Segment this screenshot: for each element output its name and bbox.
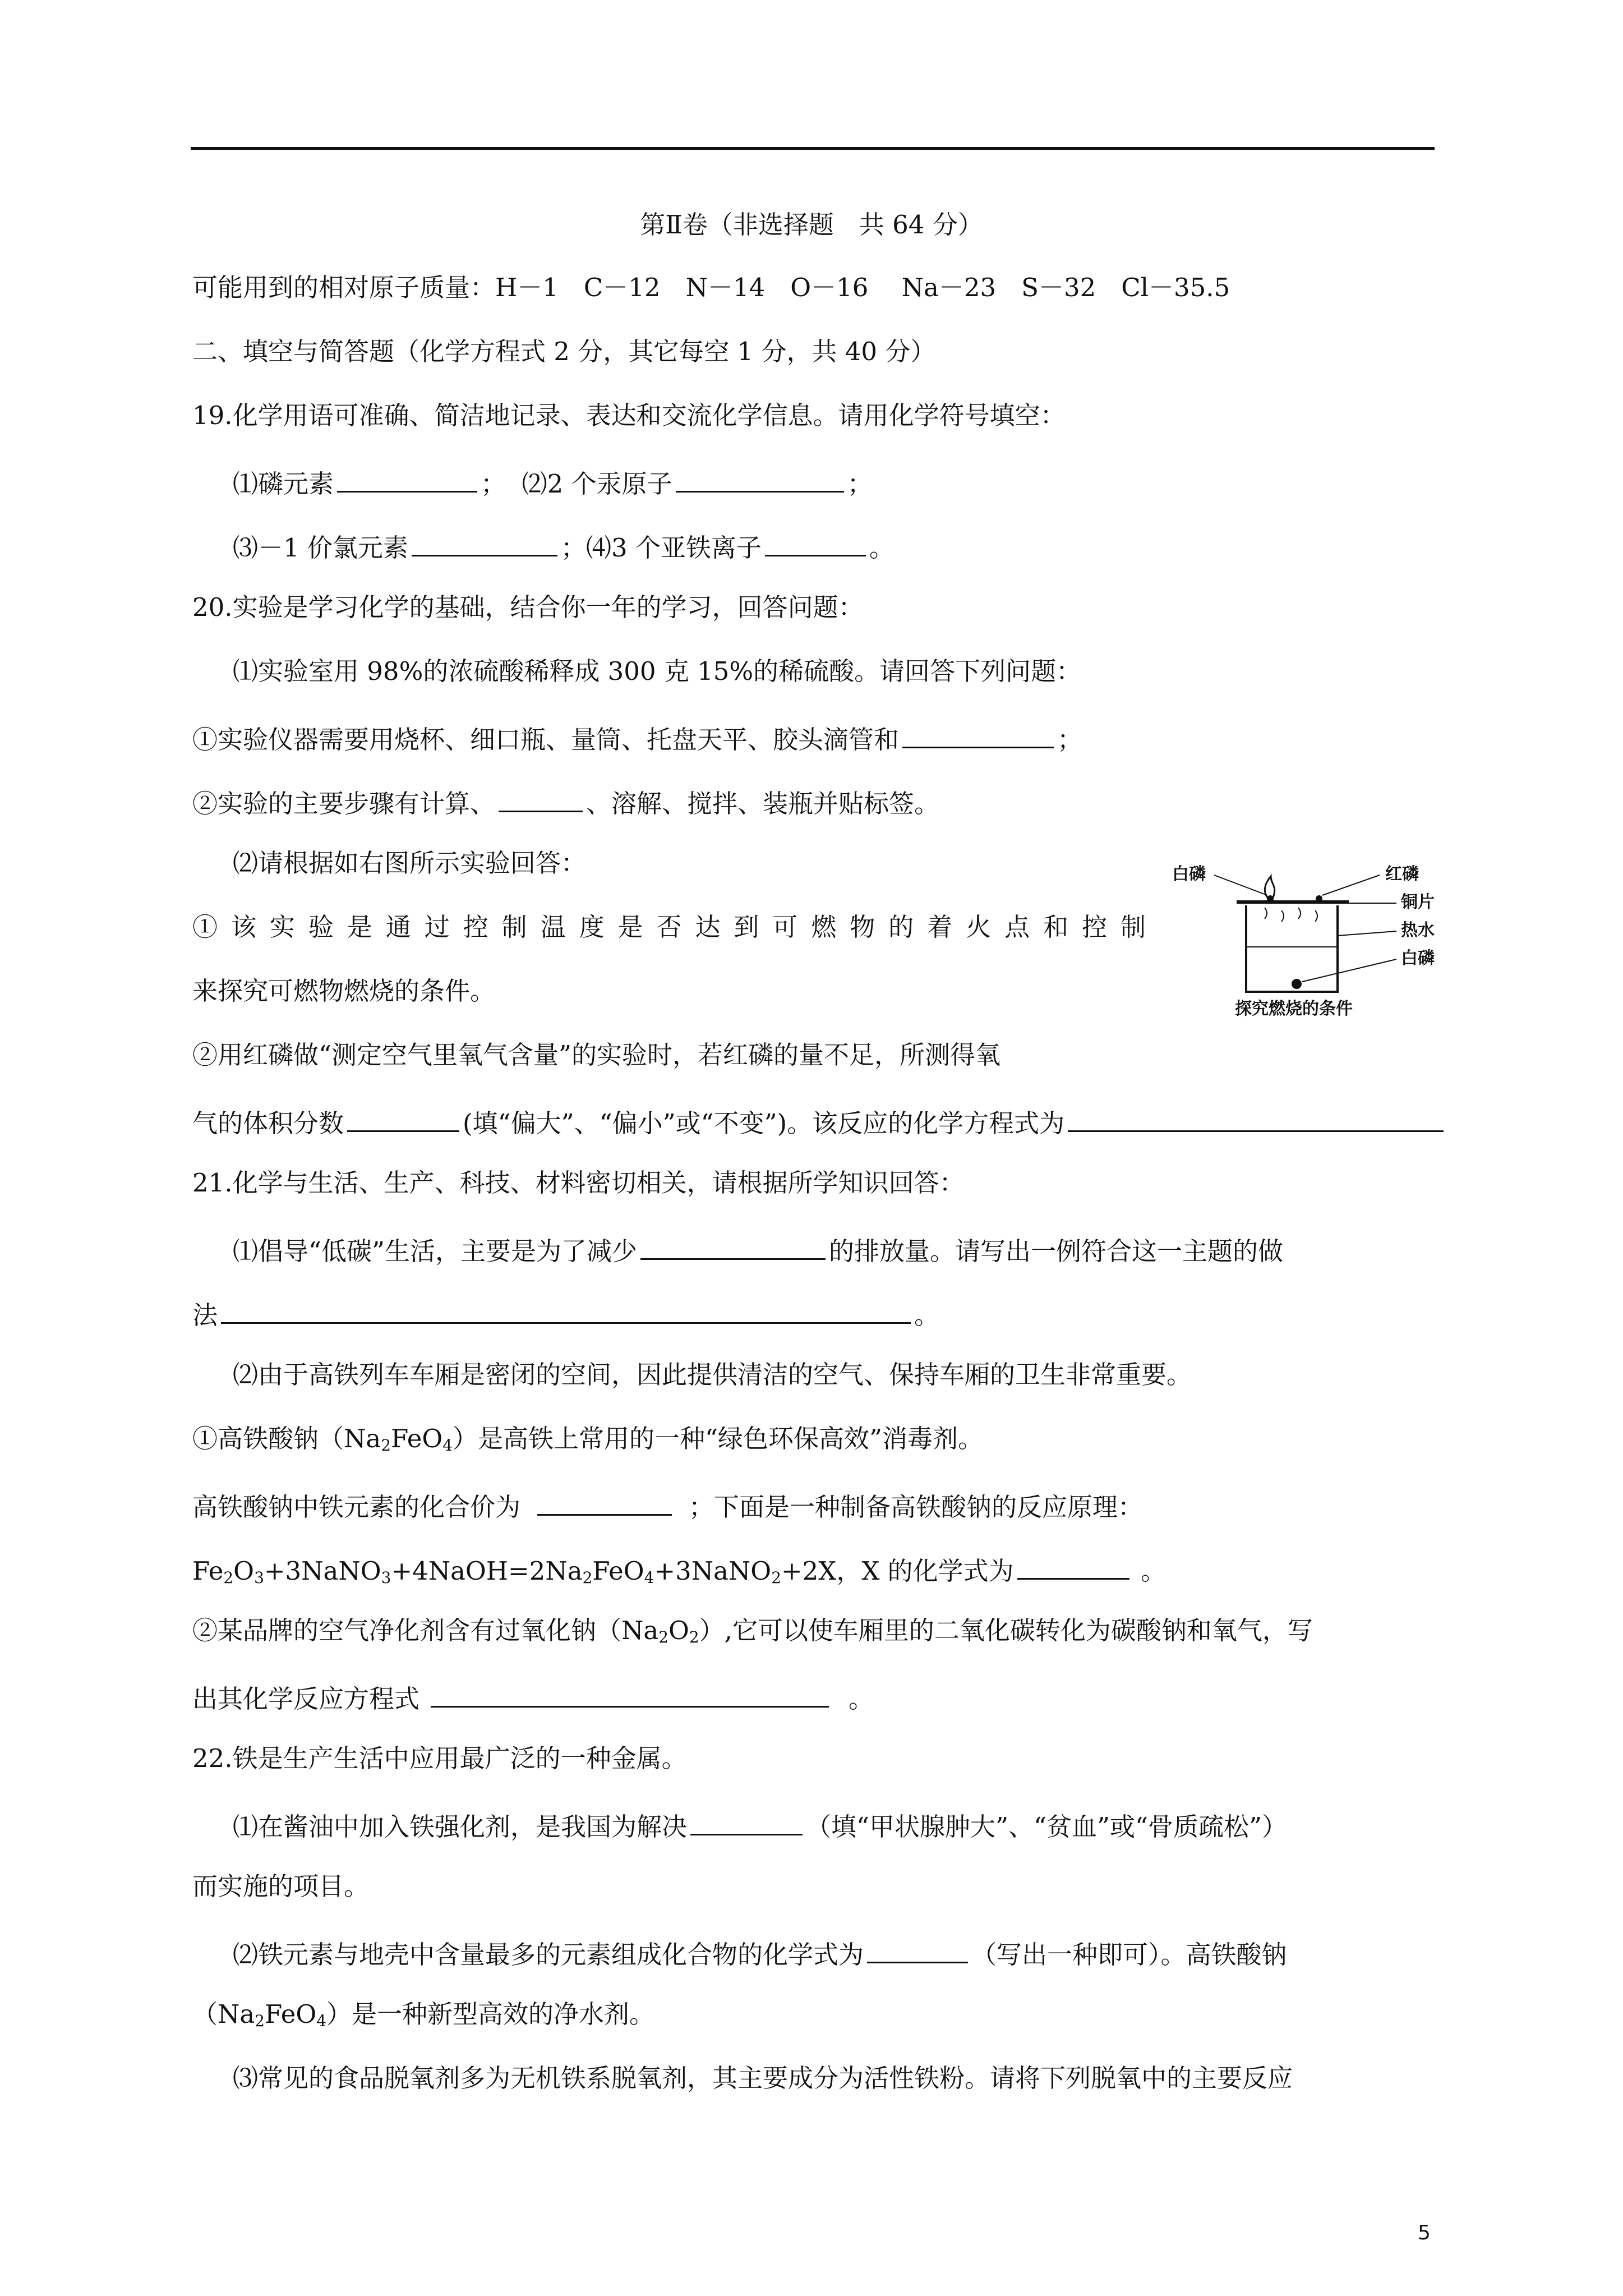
q21-s2a-line2: 高铁酸钠中铁元素的化合价为 ；下面是一种制备高铁酸钠的反应原理： <box>192 1490 1143 1520</box>
q21-s1-line1: ⑴倡导“低碳”生活，主要是为了减少 的排放量。请写出一例符合这一主题的做 <box>233 1234 1283 1264</box>
q20-s2b-line2: 气的体积分数 (填“偏大”、“偏小”或“不变”)。该反应的化学方程式为 <box>192 1106 1444 1136</box>
q20-s1a: ①实验仪器需要用烧杯、细口瓶、量筒、托盘天平、胶头滴管和 ； <box>192 723 1082 752</box>
answer-blank[interactable] <box>676 467 844 493</box>
atomic-masses: 可能用到的相对原子质量：H－1 C－12 N－14 O－16 Na－23 S－32 Cl－35.5 <box>192 273 1230 302</box>
answer-blank[interactable] <box>537 1490 672 1516</box>
q19-line1: ⑴磷元素 ； ⑵2 个汞原子 ； <box>233 467 873 496</box>
answer-blank[interactable] <box>499 786 583 812</box>
q21-s2b-line2: 出其化学反应方程式 。 <box>192 1682 874 1711</box>
answer-blank[interactable] <box>431 1682 829 1708</box>
steam-lines <box>1265 908 1317 922</box>
q21-s2: ⑵由于高铁列车车厢是密闭的空间，因此提供清洁的空气、保持车厢的卫生非常重要。 <box>233 1360 1192 1389</box>
label-red-phosphorus: 红磷 <box>1385 864 1419 884</box>
answer-blank[interactable] <box>640 1234 826 1260</box>
q20-s2b-line1: ②用红磷做“测定空气里氧气含量”的实验时，若红磷的量不足，所测得氧 <box>192 1040 1001 1070</box>
q22-s1-line2: 而实施的项目。 <box>192 1871 370 1901</box>
label-hot-water: 热水 <box>1401 921 1435 940</box>
answer-blank[interactable] <box>347 1106 459 1132</box>
white-phosphorus-bottom-dot <box>1292 979 1302 989</box>
beaker <box>1246 905 1338 992</box>
part-heading: 二、填空与简答题（化学方程式 2 分，其它每空 1 分，共 40 分） <box>192 337 936 366</box>
q22-s2-line2: $(Na_2FeO_4)$是一种新型高效的净水剂。 <box>192 1999 655 2031</box>
page-number: 5 <box>1418 2221 1431 2244</box>
answer-blank[interactable] <box>1068 1106 1444 1132</box>
q19-stem: 19.化学用语可准确、简洁地记录、表达和交流化学信息。请用化学符号填空： <box>192 401 1066 430</box>
q22-stem: 22.铁是生产生活中应用最广泛的一种金属。 <box>192 1743 687 1773</box>
q20-stem: 20.实验是学习化学的基础，结合你一年的学习，回答问题： <box>192 592 864 622</box>
q22-s2-line1: ⑵铁元素与地壳中含量最多的元素组成化合物的化学式为 （写出一种即可）。高铁酸钠 <box>233 1938 1287 1967</box>
answer-blank[interactable] <box>765 531 866 556</box>
q21-stem: 21.化学与生活、生产、科技、材料密切相关，请根据所学知识回答： <box>192 1168 965 1198</box>
answer-blank[interactable] <box>690 1810 803 1835</box>
answer-blank[interactable] <box>337 467 477 493</box>
label-copper-sheet: 铜片 <box>1401 892 1435 912</box>
answer-blank[interactable] <box>412 531 557 556</box>
q22-s1-line1: ⑴在酱油中加入铁强化剂，是我国为解决 （填“甲状腺肿大”、“贫血”或“骨质疏松”） <box>233 1810 1287 1839</box>
q20-s2a-line2: 来探究可燃物燃烧的条件。 <box>192 976 496 1006</box>
q20-s1b: ②实验的主要步骤有计算、 、溶解、搅拌、装瓶并贴标签。 <box>192 786 939 816</box>
red-phosphorus-dot <box>1316 895 1322 902</box>
q21-s2b-line1: ②某品牌的空气净化剂含有过氧化钠$(Na_2O_2)$,它可以使车厢里的二氧化碳转化为碳酸钠和氧气，写 <box>192 1616 1313 1647</box>
q20-s1: ⑴实验室用 98%的浓硫酸稀释成 300 克 15%的稀硫酸。请回答下列问题： <box>233 656 1082 686</box>
q20-s2a-line1: ①该实验是通过控制温度是否达到可燃物的着火点和控制 <box>192 912 1146 942</box>
q19-line2: ⑶－1 价氯元素 ；⑷3 个亚铁离子 。 <box>233 531 895 560</box>
white-phosphorus-top-dot <box>1267 895 1274 902</box>
answer-blank[interactable] <box>1017 1554 1129 1580</box>
header-rule <box>191 147 1435 150</box>
answer-blank[interactable] <box>221 1298 911 1324</box>
q21-s1-line2: 法 。 <box>192 1298 939 1328</box>
q21-equation: $Fe_2O_3+3NaNO_3+4NaOH=2Na_2FeO_4+3NaNO_2+2X$，X 的化学式为 。 <box>192 1554 1166 1584</box>
section-title: 第Ⅱ卷（非选择题 共 64 分） <box>640 210 983 240</box>
q22-s3: ⑶常见的食品脱氧剂多为无机铁系脱氧剂，其主要成分为活性铁粉。请将下列脱氧中的主要反应 <box>233 2063 1293 2093</box>
combustion-experiment-figure <box>1172 852 1458 1020</box>
answer-blank[interactable] <box>902 723 1054 748</box>
label-white-phosphorus-top: 白磷 <box>1172 864 1206 884</box>
answer-blank[interactable] <box>867 1938 968 1963</box>
label-white-phosphorus-bottom: 白磷 <box>1401 949 1435 968</box>
q21-s2a-line1: ①高铁酸钠$(Na_2FeO_4)$是高铁上常用的一种“绿色环保高效”消毒剂。 <box>192 1424 984 1455</box>
q20-s2: ⑵请根据如右图所示实验回答： <box>233 848 587 878</box>
figure-caption: 探究燃烧的条件 <box>1235 999 1353 1019</box>
